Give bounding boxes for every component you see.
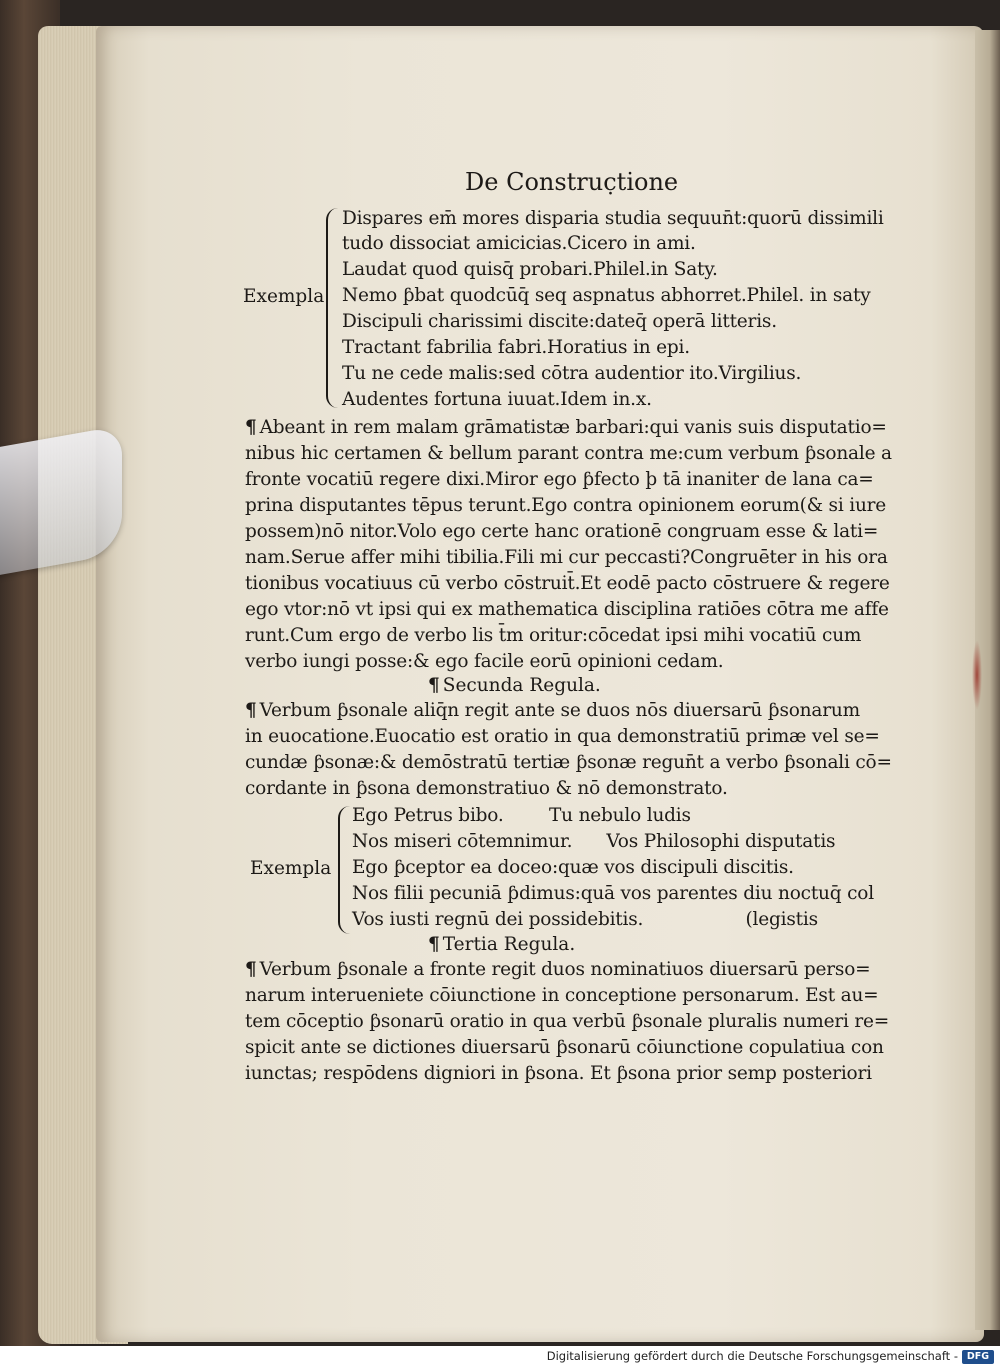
pilcrow-mark: ¶: [245, 959, 257, 980]
section-heading-secunda: [428, 675, 601, 696]
exempla-bracket-2: [338, 806, 350, 934]
example-line: Audentes fortuna iuuat.Idem in.x.: [342, 389, 652, 410]
paragraph-line: [245, 959, 870, 980]
paragraph-text: Abeant in rem malam grāmatistæ barbari:qui vanis suis disputatio=: [259, 417, 887, 438]
red-stain: [972, 640, 982, 710]
example-line: Nos miseri cōtemnimur. Vos Philosophi disputatis: [352, 831, 836, 852]
paragraph-line: fronte vocatiū regere dixi.Miror ego ƥfecto þ tā inaniter de lana ca=: [245, 469, 874, 490]
example-line: Nos filii pecuniā ƥdimus:quā vos parentes diu noctuq̄ col: [352, 883, 874, 904]
example-line: Vos iusti regnū dei possidebitis. (legistis: [352, 909, 818, 930]
exempla-bracket-1: [326, 208, 338, 408]
paragraph-text: Verbum ƥsonale a fronte regit duos nominatiuos diuersarū perso=: [259, 959, 871, 980]
paragraph-line: [245, 417, 887, 438]
pilcrow-mark: ¶: [245, 417, 257, 438]
paragraph-line: [245, 700, 860, 721]
example-line: tudo dissociat amicicias.Cicero in ami.: [342, 233, 696, 254]
heading-text: Tertia Regula.: [442, 934, 576, 955]
paragraph-line: verbo iungi posse:& ego facile eorū opinioni cedam.: [245, 651, 724, 672]
paragraph-line: possem)nō nitor.Volo ego certe hanc orationē congruam esse & lati=: [245, 521, 879, 542]
example-line: Tu ne cede malis:sed cōtra audentior ito.Virgilius.: [342, 363, 802, 384]
pilcrow-mark: ¶: [245, 700, 257, 721]
section-heading-tertia: [428, 934, 575, 955]
example-line: Ego ƥceptor ea doceo:quæ vos discipuli discitis.: [352, 857, 794, 878]
example-line: Tractant fabrilia fabri.Horatius in epi.: [342, 337, 690, 358]
paragraph-line: narum interueniete cōiunctione in conceptione personarum. Est au=: [245, 985, 879, 1006]
digitization-footer: [0, 1346, 1000, 1369]
footer-credit: Digitalisierung gefördert durch die Deutsche Forschungsgemeinschaft -: [546, 1349, 958, 1363]
paragraph-line: ego vtor:nō vt ipsi qui ex mathematica disciplina ratiōes cōtra me affe: [245, 599, 889, 620]
paragraph-line: cordante in ƥsona demonstratiuo & nō demonstrato.: [245, 778, 728, 799]
paragraph-line: in euocatione.Euocatio est oratio in qua demonstratiū primæ vel se=: [245, 726, 880, 747]
paragraph-line: runt.Cum ergo de verbo lis t̄m oritur:cōcedat ipsi mihi vocatiū cum: [245, 625, 862, 646]
dfg-logo-icon: DFG: [962, 1350, 994, 1364]
pilcrow-mark: ¶: [428, 675, 440, 696]
paragraph-line: iunctas; respōdens digniori in ƥsona. Et ƥsona prior semp posteriori: [245, 1063, 872, 1084]
paragraph-line: prina disputantes tēpus terunt.Ego contra opinionem eorum(& si iure: [245, 495, 887, 516]
paragraph-line: nibus hic certamen & bellum parant contra me:cum verbum ƥsonale a: [245, 443, 892, 464]
example-line: Discipuli charissimi discite:dateq̄ operā litteris.: [342, 311, 777, 332]
paragraph-line: tionibus vocatiuus cū verbo cōstruit̄.Et eodē pacto cōstruere & regere: [245, 573, 890, 594]
paragraph-text: Verbum ƥsonale aliq̄n regit ante se duos nōs diuersarū ƥsonarum: [259, 700, 860, 721]
paragraph-line: nam.Serue affer mihi tibilia.Fili mi cur peccasti?Congruēter in his ora: [245, 547, 888, 568]
paragraph-line: tem cōceptio ƥsonarū oratio in qua verbū ƥsonale pluralis numeri re=: [245, 1011, 890, 1032]
example-line: Laudat quod quisq̄ probari.Philel.in Saty.: [342, 259, 718, 280]
paragraph-line: cundæ ƥsonæ:& demōstratū tertiæ ƥsonæ regun̄t a verbo ƥsonali cō=: [245, 752, 892, 773]
heading-text: Secunda Regula.: [442, 675, 601, 696]
exempla-label-2: Exempla: [250, 858, 332, 879]
example-line: Dispares em̄ mores disparia studia sequun̄t:quorū dissimili: [342, 208, 884, 229]
running-head: De Construc̣tione: [465, 168, 679, 196]
exempla-label-1: Exempla: [243, 286, 325, 307]
example-line: Ego Petrus bibo. Tu nebulo ludis: [352, 805, 691, 826]
example-line: Nemo ƥbat quodcūq̄ seq aspnatus abhorret.Philel. in saty: [342, 285, 871, 306]
pilcrow-mark: ¶: [428, 934, 440, 955]
paragraph-line: spicit ante se dictiones diuersarū ƥsonarū cōiunctione copulatiua con: [245, 1037, 884, 1058]
